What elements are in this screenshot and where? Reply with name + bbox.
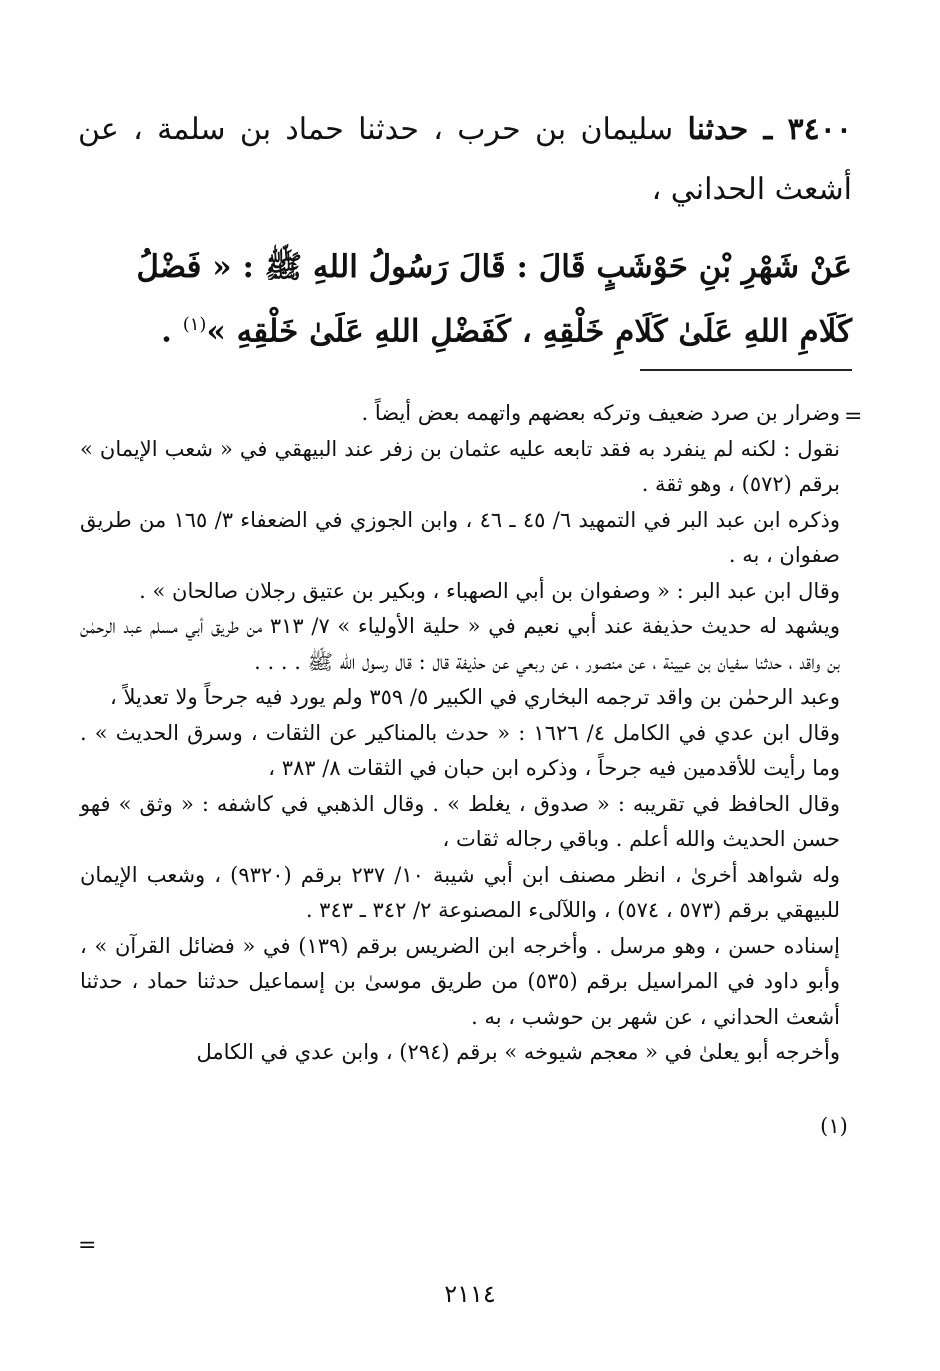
note-paragraph: وعبد الرحمٰن بن واقد ترجمه البخاري في الكبير ٥/ ٣٥٩ ولم يورد فيه جرحاً ولا تعديلاً ،	[110, 685, 840, 709]
footnotes-section	[80, 396, 840, 1071]
matn-end: .	[161, 313, 183, 350]
hadith-number: ٣٤٠٠	[787, 112, 852, 147]
isnad-paragraph	[78, 100, 852, 220]
hadith-number-dash: ـ	[748, 112, 788, 147]
note-paragraph: وقال ابن عبد البر : « وصفوان بن أبي الصهباء ، وبكير بن عتيق رجلان صالحان » .	[139, 578, 840, 603]
note-paragraph: وذكره ابن عبد البر في التمهيد ٦/ ٤٥ ـ ٤٦ ، وابن الجوزي في الضعفاء ٣/ ١٦٥ من طريق صفوان ، به .	[80, 507, 840, 567]
matn-text: عَنْ شَهْرِ بْنِ حَوْشَبٍ قَالَ : قَالَ رَسُولُ اللهِ ﷺ : « فَضْلُ كَلَامِ اللهِ عَلَىٰ كَلَامِ خَلْقِهِ ، كَفَضْلِ اللهِ عَلَىٰ خَلْقِهِ »	[136, 249, 852, 350]
note-paragraph: وضرار بن صرد ضعيف وتركه بعضهم واتهمه بعض أيضاً .	[361, 401, 840, 425]
continuation-mark: =	[844, 404, 863, 429]
hadith-matn	[78, 238, 852, 360]
matn-paragraph	[78, 238, 852, 360]
footnote-label: (١)	[820, 1114, 848, 1138]
note-paragraph: نقول : لكنه لم ينفرد به فقد تابعه عليه عثمان بن زفر عند البيهقي في « شعب الإيمان » برقم (٥٧٢) ، وهو ثقة .	[80, 436, 840, 496]
isnad-text: سليمان بن حرب ، حدثنا حماد بن سلمة ، عن أشعث الحداني ،	[78, 112, 852, 207]
note-paragraph: ويشهد له حديث حذيفة عند أبي نعيم في « حلية الأولياء » ٧/ ٣١٣ من طريق أبي مسلم عبد الرحمٰن بن واقد ، حدثنا سفيان بن عيينة ، عن منصور ، عن ربعي عن حذيفة قال : قال رسول الله ﷺ . . . .	[80, 614, 840, 674]
footnote-reference: (١)	[182, 314, 207, 335]
note-paragraph: وله شواهد أخرىٰ ، انظر مصنف ابن أبي شيبة ١٠/ ٢٣٧ برقم (٩٣٢٠) ، وشعب الإيمان للبيهقي برقم (٥٧٣ ، ٥٧٤) ، واللآلىء المصنوعة ٢/ ٣٤٢ ـ ٣٤٣ .	[80, 862, 840, 922]
footnote-paragraph: وأخرجه أبو يعلىٰ في « معجم شيوخه » برقم (٢٩٤) ، وابن عدي في الكامل	[196, 1040, 840, 1064]
page-number: ٢١١٤	[444, 1280, 496, 1308]
isnad-lead-word: حدثنا	[687, 112, 749, 147]
note-paragraph: وقال الحافظ في تقريبه : « صدوق ، يغلط » . وقال الذهبي في كاشفه : « وثق » فهو حسن الحديث والله أعلم . وباقي رجاله ثقات ،	[80, 791, 840, 851]
note-paragraph: وقال ابن عدي في الكامل ٤/ ١٦٢٦ : « حدث بالمناكير عن الثقات ، وسرق الحديث » . وما رأيت للأقدمين فيه جرحاً ، وذكره ابن حبان في الثقات ٨/ ٣٨٣ ،	[80, 720, 840, 780]
footnote-paragraph: إسناده حسن ، وهو مرسل . وأخرجه ابن الضريس برقم (١٣٩) في « فضائل القرآن » ، وأبو داود في المراسيل برقم (٥٣٥) من طريق موسىٰ بن إسماعيل حدثنا حماد ، حدثنا أشعث الحداني ، عن شهر بن حوشب ، به .	[80, 933, 841, 1029]
footnote-separator	[640, 369, 852, 371]
hadith-isnad	[78, 100, 852, 220]
next-page-mark: =	[78, 1233, 97, 1258]
